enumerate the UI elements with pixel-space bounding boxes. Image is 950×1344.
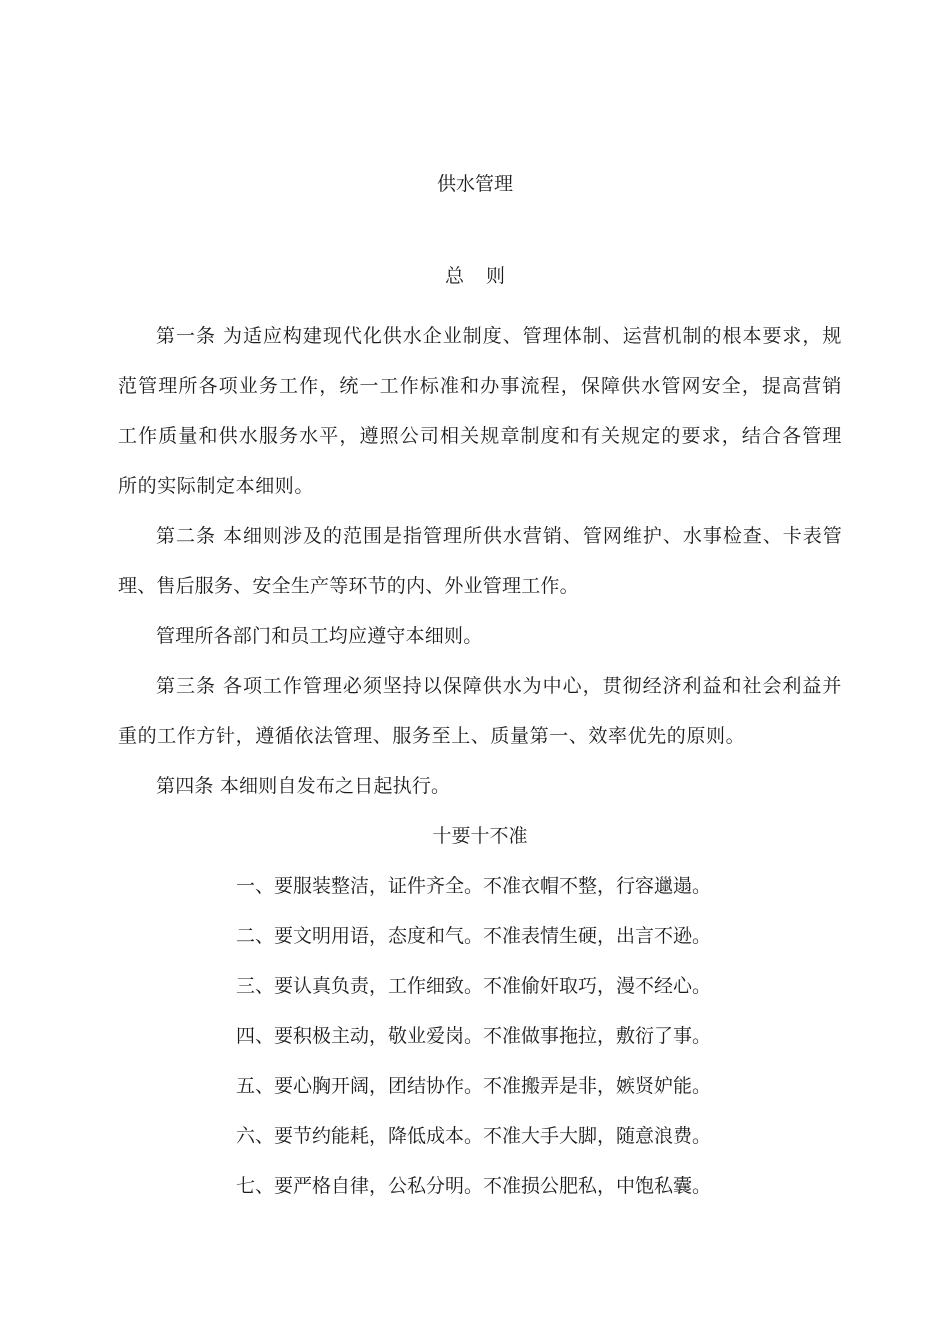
rules-list [118, 861, 842, 1211]
document-title: 供水管理 [436, 173, 513, 195]
article-1: 第一条 为适应构建现代化供水企业制度、管理体制、运营机制的根本要求，规范管理所各项业务工作，统一工作标准和办事流程，保障供水管网安全，提高营销工作质量和供水服务水平，遵照公司相关规章制度和有关规定的要求，结合各管理所的实际制定本细则。 [118, 325, 842, 497]
rule-item: 二、要文明用语，态度和气。不准表情生硬，出言不逊。 [236, 925, 712, 947]
article-3: 第三条 各项工作管理必须坚持以保障供水为中心，贯彻经济利益和社会利益并重的工作方针，遵循依法管理、服务至上、质量第一、效率优先的原则。 [118, 675, 842, 747]
article-4: 第四条 本细则自发布之日起执行。 [156, 775, 451, 797]
rule-item: 一、要服装整洁，证件齐全。不准衣帽不整，行容邋遢。 [236, 875, 712, 897]
rule-item: 四、要积极主动，敬业爱岗。不准做事拖拉，敷衍了事。 [236, 1025, 712, 1047]
rule-item: 六、要节约能耗，降低成本。不准大手大脚，随意浪费。 [236, 1125, 712, 1147]
rule-item: 三、要认真负责，工作细致。不准偷奸取巧，漫不经心。 [236, 975, 712, 997]
rule-item: 七、要严格自律，公私分明。不准损公肥私，中饱私囊。 [236, 1175, 712, 1197]
section-heading-general [0, 262, 950, 290]
rules-heading: 十要十不准 [432, 825, 528, 847]
article-2: 第二条 本细则涉及的范围是指管理所供水营销、管网维护、水事检查、卡表管理、售后服务、安全生产等环节的内、外业管理工作。 [118, 525, 842, 597]
document-body [118, 311, 842, 1211]
section-heading-left: 总 [444, 265, 464, 287]
rule-item: 五、要心胸开阔，团结协作。不准搬弄是非，嫉贤妒能。 [236, 1075, 712, 1097]
article-2-note: 管理所各部门和员工均应遵守本细则。 [156, 625, 483, 647]
section-heading-right: 则 [486, 265, 506, 287]
